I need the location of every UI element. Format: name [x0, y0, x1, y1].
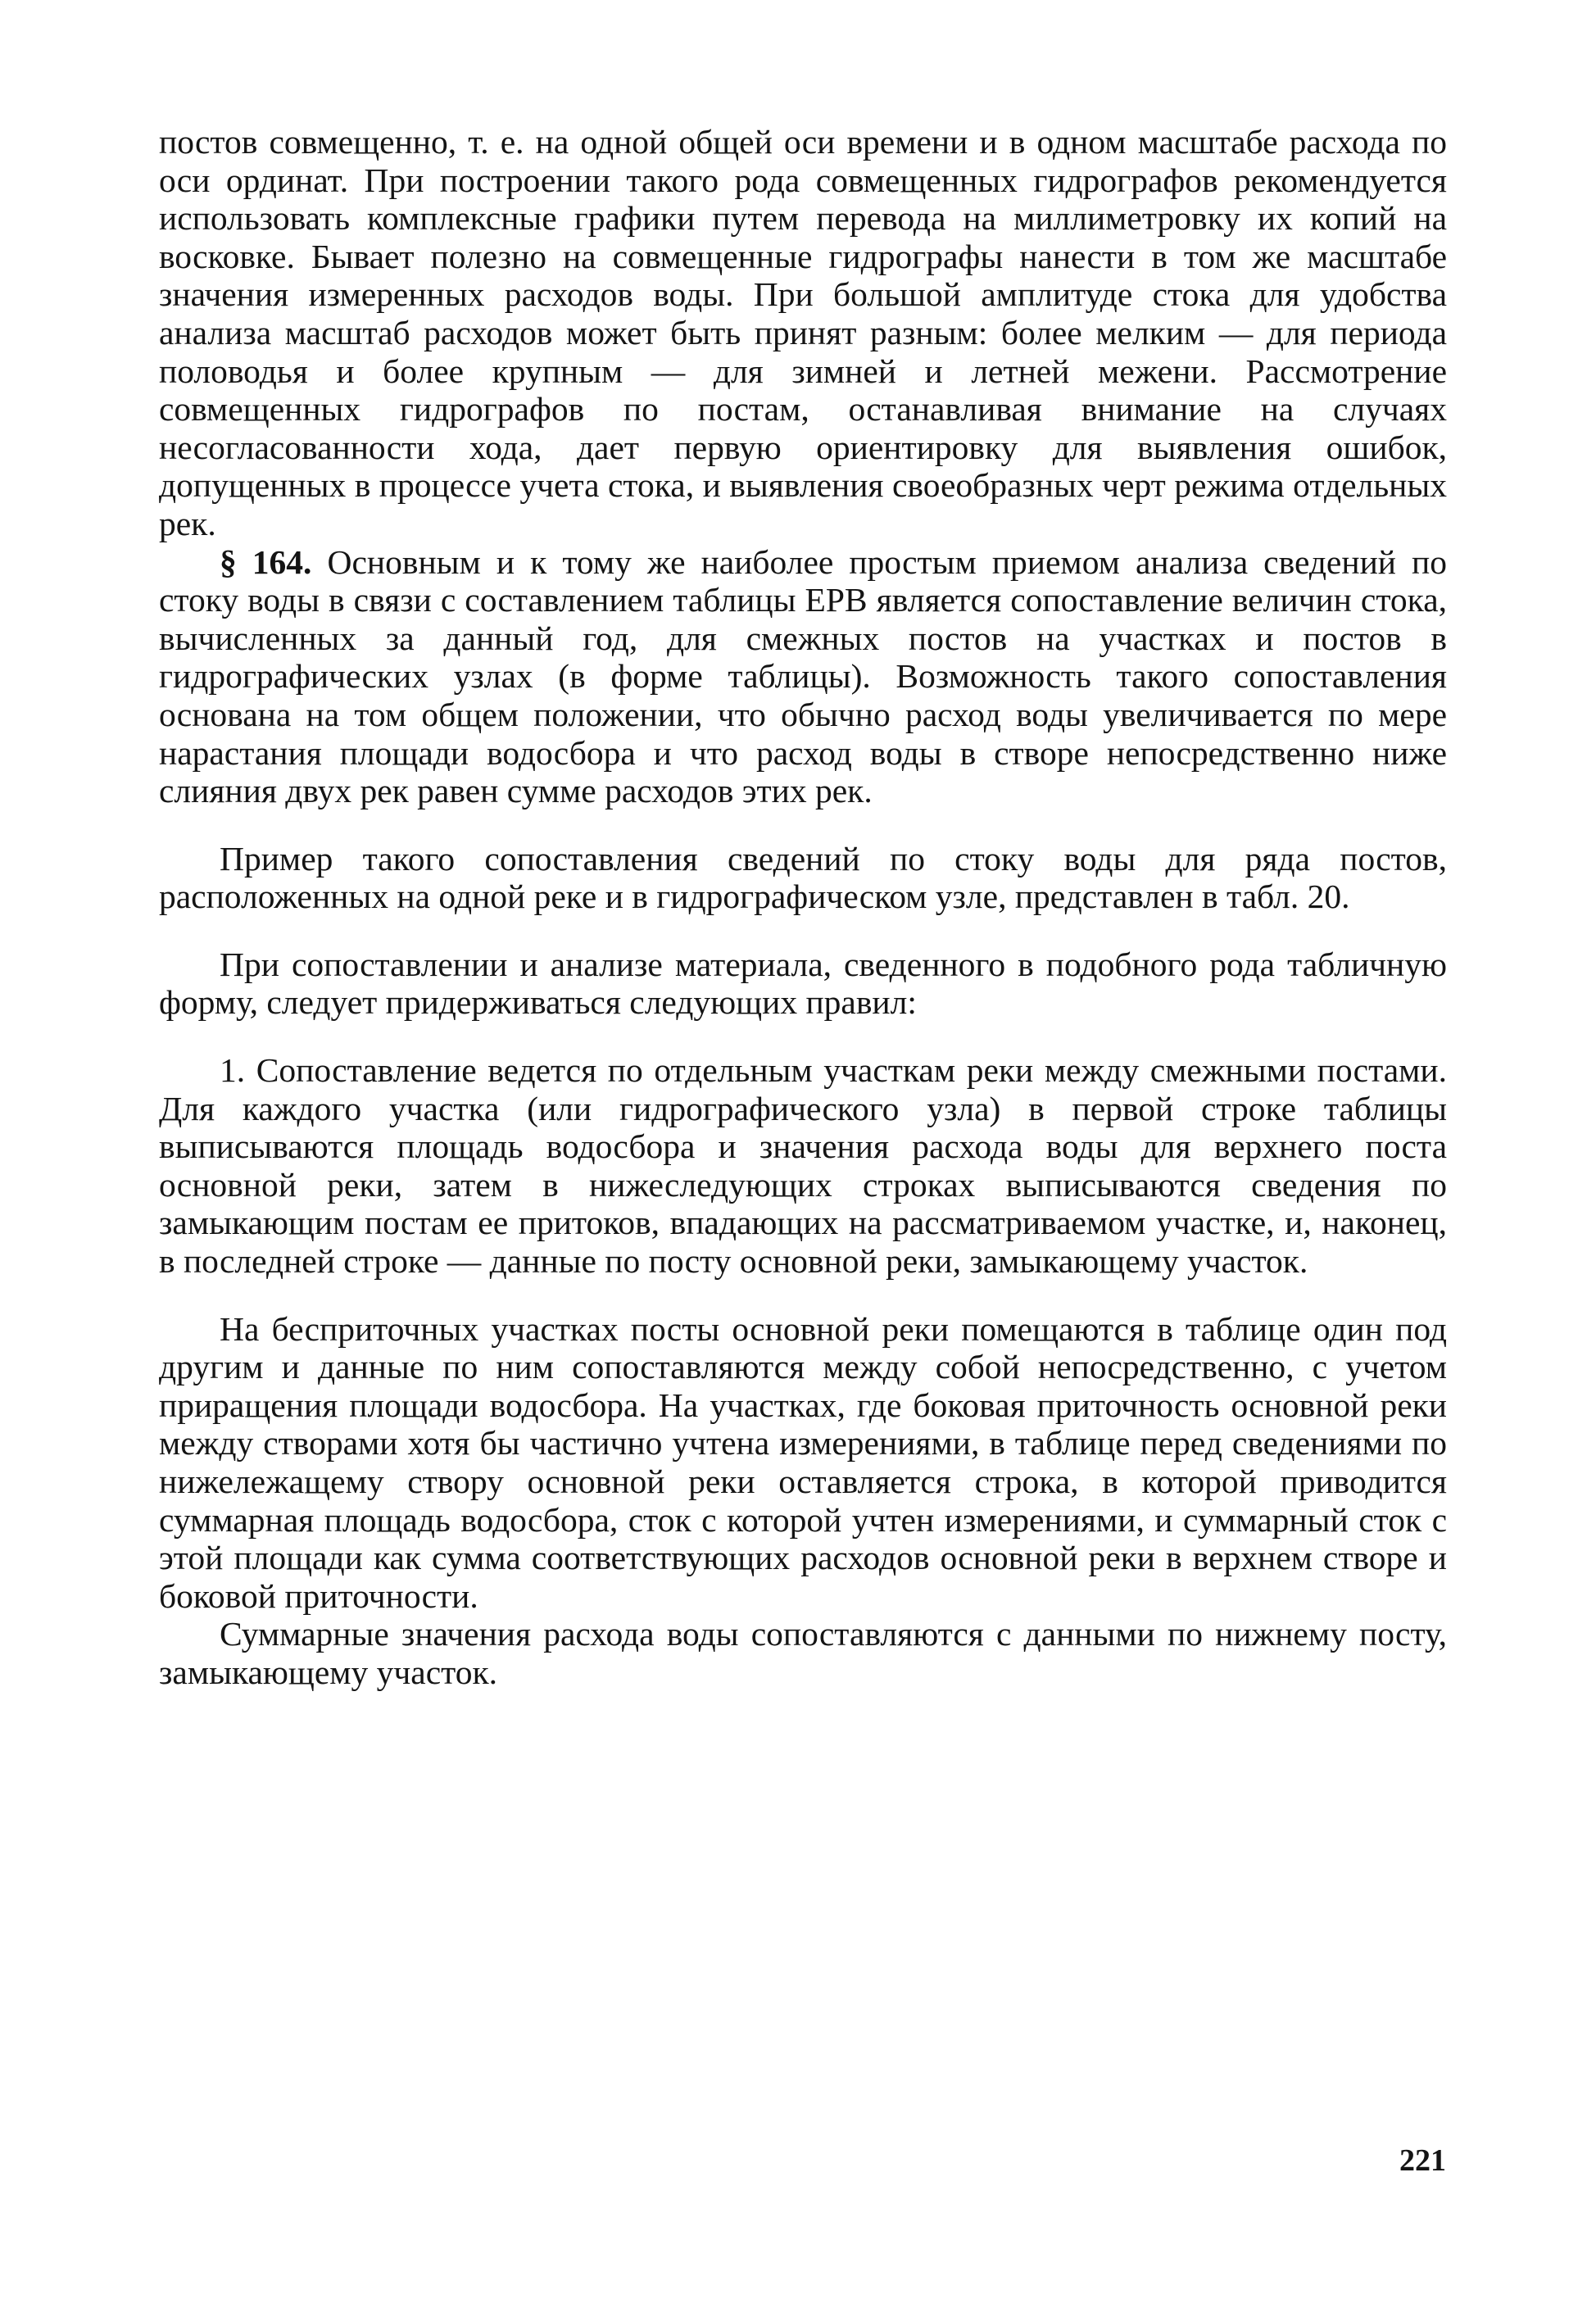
paragraph-6: На бесприточных участках посты основной реки помещаются в таблице один под другим и данные по ним сопоставляются между собой непосредственно, с учетом приращения площади водосбора. На участках, где боковая приточность основной реки между створами хотя бы частично учтена измерениями, в таблице перед сведениями по нижележащему створу основной реки оставляется строка, в которой приводится суммарная площадь водосбора, сток с которой учтен измерениями, и суммарный сток с этой площади как сумма соответствующих расходов основной реки в верхнем створе и боковой приточности.	[159, 1309, 1447, 1615]
paragraph-4: При сопоставлении и анализе материала, сведенного в подобного рода табличную форму, следует придерживаться следующих правил:	[159, 945, 1447, 1022]
paragraph-7: Суммарные значения расхода воды сопоставляются с данными по нижнему посту, замыкающему участок.	[159, 1615, 1447, 1691]
paragraph-2	[159, 543, 1447, 810]
page-number: 221	[1399, 2143, 1446, 2178]
rule-1: 1. Сопоставление ведется по отдельным участкам реки между смежными постами. Для каждого участка (или гидрографического узла) в первой строке таблицы выписываются площадь водосбора и значения расхода воды для верхнего поста основной реки, затем в нижеследующих строках выписываются сведения по замыкающим постам ее притоков, впадающих на рассматриваемом участке, и, наконец, в последней строке — данные по посту основной реки, замыкающему участок.	[159, 1051, 1447, 1281]
page-text	[159, 123, 1447, 1692]
paragraph-3: Пример такого сопоставления сведений по стоку воды для ряда постов, расположенных на одной реке и в гидрографическом узле, представлен в табл. 20.	[159, 839, 1447, 916]
paragraph-2-text: Основным и к тому же наиболее простым приемом анализа сведений по стоку воды в связи с составлением таблицы ЕРВ является сопоставление величин стока, вычисленных за данный год, для смежных постов на участках и постов в гидрографических узлах (в форме таблицы). Возможность такого сопоставления основана на том общем положении, что обычно расход воды увеличивается по мере нарастания площади водосбора и что расход воды в створе непосредственно ниже слияния двух рек равен сумме расходов этих рек.	[159, 542, 1447, 810]
section-number: § 164.	[220, 542, 312, 581]
paragraph-1: постов совмещенно, т. е. на одной общей оси времени и в одном масштабе расхода по оси ординат. При построении такого рода совмещенных гидрографов рекомендуется использовать комплексные графики путем перевода на миллиметровку их копий на восковке. Бывает полезно на совмещенные гидрографы нанести в том же масштабе значения измеренных расходов воды. При большой амплитуде стока для удобства анализа масштаб расходов может быть принят разным: более мелким — для периода половодья и более крупным — для зимней и летней межени. Рассмотрение совмещенных гидрографов по постам, останавливая внимание на случаях несогласованности хода, дает первую ориентировку для выявления ошибок, допущенных в процессе учета стока, и выявления своеобразных черт режима отдельных рек.	[159, 123, 1447, 542]
